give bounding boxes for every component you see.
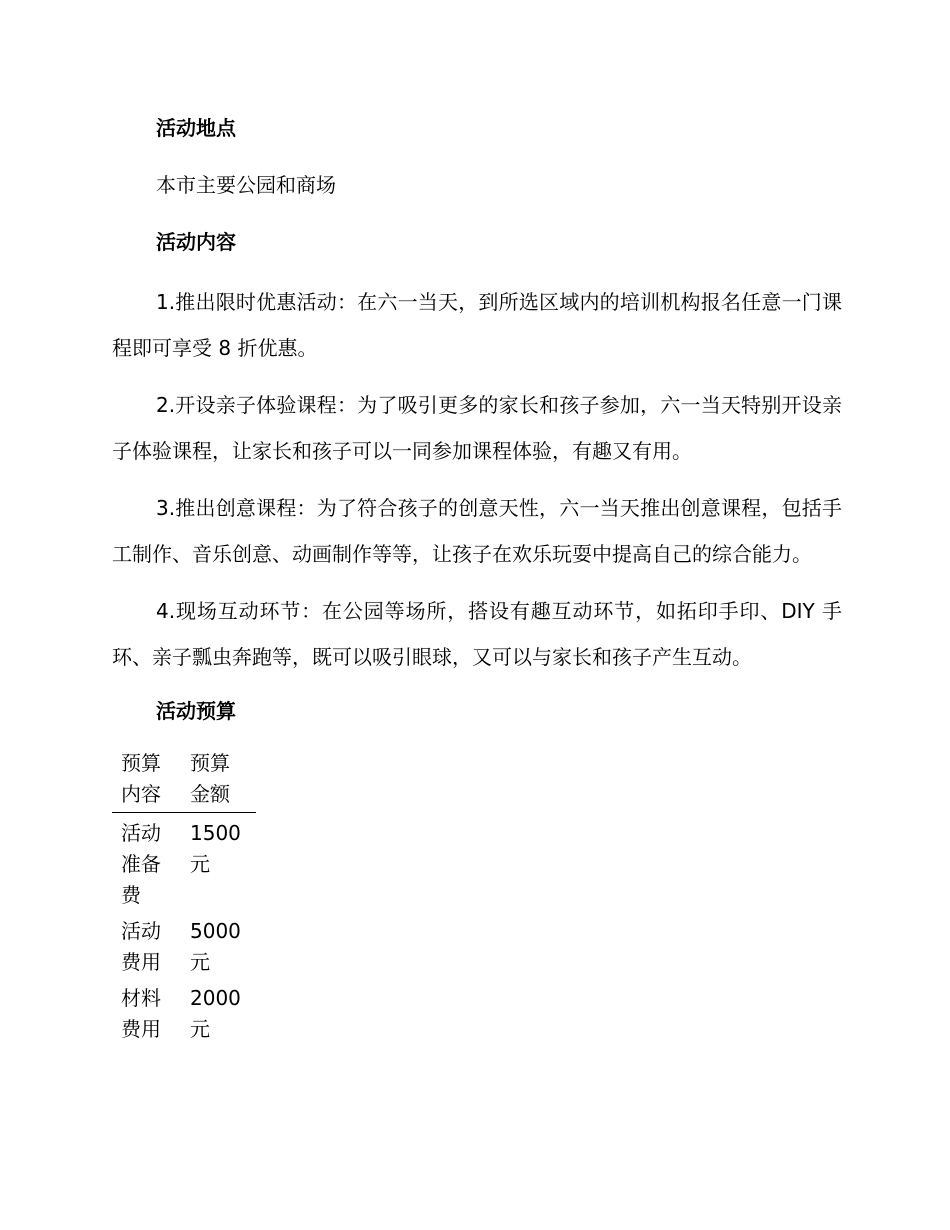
table-row bbox=[112, 813, 256, 912]
budget-column-header: 预算内容 bbox=[112, 748, 190, 813]
budget-item-amount: 5000 元 bbox=[190, 919, 241, 974]
content-heading: 活动内容 bbox=[156, 230, 236, 254]
budget-item-name: 活动费用 bbox=[121, 919, 161, 974]
table-row bbox=[112, 978, 256, 1045]
content-item-3: 3.推出创意课程：为了符合孩子的创意天性，六一当天推出创意课程，包括手工制作、音乐创意、动画制作等等，让孩子在欢乐玩耍中提高自己的综合能力。 bbox=[112, 496, 842, 566]
budget-column-header: 预算金额 bbox=[190, 748, 256, 813]
budget-item-name: 材料费用 bbox=[121, 986, 161, 1041]
content-item-2: 2.开设亲子体验课程：为了吸引更多的家长和孩子参加，六一当天特别开设亲子体验课程，让家长和孩子可以一同参加课程体验，有趣又有用。 bbox=[112, 393, 842, 463]
budget-item-amount: 1500 元 bbox=[190, 821, 241, 876]
content-item-4: 4.现场互动环节：在公园等场所，搭设有趣互动环节，如拓印手印、DIY 手环、亲子瓢虫奔跑等，既可以吸引眼球，又可以与家长和孩子产生互动。 bbox=[112, 599, 842, 669]
document-content bbox=[112, 108, 842, 1045]
budget-heading: 活动预算 bbox=[156, 699, 236, 723]
budget-header-row bbox=[112, 748, 256, 813]
budget-table bbox=[112, 748, 256, 1045]
content-item-1: 1.推出限时优惠活动：在六一当天，到所选区域内的培训机构报名任意一门课程即可享受 8 折优惠。 bbox=[112, 290, 842, 360]
table-row bbox=[112, 911, 256, 978]
location-text: 本市主要公园和商场 bbox=[156, 173, 336, 197]
budget-item-amount: 2000 元 bbox=[190, 986, 241, 1041]
location-heading: 活动地点 bbox=[156, 116, 236, 140]
budget-item-name: 活动准备费 bbox=[121, 821, 161, 907]
